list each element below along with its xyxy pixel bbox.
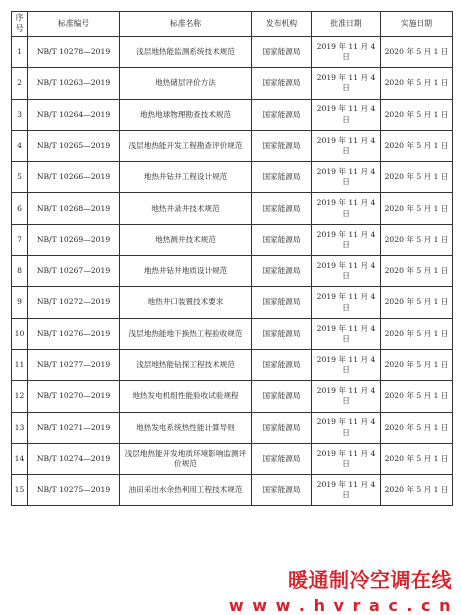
table-row	[12, 412, 453, 443]
cell-approval-date: 2019 年 11 月 4 日	[312, 99, 381, 130]
cell-approval-date: 2019 年 11 月 4 日	[312, 68, 381, 99]
cell-name: 浅层地热能钻探工程技术规范	[120, 349, 252, 380]
cell-issuer: 国家能源局	[252, 443, 312, 474]
cell-effective-date: 2020 年 5 月 1 日	[381, 224, 453, 255]
cell-seq: 10	[12, 318, 28, 349]
cell-code: NB/T 10278—2019	[28, 37, 120, 68]
cell-issuer: 国家能源局	[252, 412, 312, 443]
table-row	[12, 224, 453, 255]
cell-seq: 4	[12, 130, 28, 161]
cell-issuer: 国家能源局	[252, 193, 312, 224]
cell-approval-date: 2019 年 11 月 4 日	[312, 256, 381, 287]
cell-seq: 1	[12, 37, 28, 68]
table-row	[12, 162, 453, 193]
cell-approval-date: 2019 年 11 月 4 日	[312, 412, 381, 443]
cell-effective-date: 2020 年 5 月 1 日	[381, 37, 453, 68]
header-approval-date: 批准日期	[312, 12, 381, 37]
cell-effective-date: 2020 年 5 月 1 日	[381, 443, 453, 474]
table-row	[12, 68, 453, 99]
header-name: 标准名称	[120, 12, 252, 37]
table-header-row	[12, 12, 453, 37]
watermark-title: 暖通制冷空调在线	[288, 568, 452, 592]
cell-issuer: 国家能源局	[252, 287, 312, 318]
cell-name: 地热测井技术规范	[120, 224, 252, 255]
header-seq: 序号	[12, 12, 28, 37]
cell-code: NB/T 10270—2019	[28, 381, 120, 412]
cell-issuer: 国家能源局	[252, 256, 312, 287]
cell-name: 浅层地热能开发地质环境影响监测评价规范	[120, 443, 252, 474]
table-row	[12, 381, 453, 412]
header-issuer: 发布机构	[252, 12, 312, 37]
cell-issuer: 国家能源局	[252, 381, 312, 412]
table-row	[12, 287, 453, 318]
table-row	[12, 349, 453, 380]
cell-name: 地热储层评价方法	[120, 68, 252, 99]
table-row	[12, 130, 453, 161]
cell-issuer: 国家能源局	[252, 37, 312, 68]
cell-name: 浅层地热能地下换热工程验收规范	[120, 318, 252, 349]
cell-seq: 15	[12, 475, 28, 506]
cell-code: NB/T 10263—2019	[28, 68, 120, 99]
cell-effective-date: 2020 年 5 月 1 日	[381, 349, 453, 380]
cell-seq: 14	[12, 443, 28, 474]
cell-issuer: 国家能源局	[252, 130, 312, 161]
cell-issuer: 国家能源局	[252, 349, 312, 380]
cell-code: NB/T 10275—2019	[28, 475, 120, 506]
cell-effective-date: 2020 年 5 月 1 日	[381, 68, 453, 99]
cell-name: 地热井钻井工程设计规范	[120, 162, 252, 193]
cell-name: 地热井口装置技术要求	[120, 287, 252, 318]
cell-seq: 9	[12, 287, 28, 318]
cell-approval-date: 2019 年 11 月 4 日	[312, 37, 381, 68]
table-row	[12, 37, 453, 68]
cell-code: NB/T 10266—2019	[28, 162, 120, 193]
cell-effective-date: 2020 年 5 月 1 日	[381, 193, 453, 224]
cell-approval-date: 2019 年 11 月 4 日	[312, 287, 381, 318]
header-code: 标准编号	[28, 12, 120, 37]
table-row	[12, 318, 453, 349]
cell-effective-date: 2020 年 5 月 1 日	[381, 475, 453, 506]
cell-effective-date: 2020 年 5 月 1 日	[381, 318, 453, 349]
cell-issuer: 国家能源局	[252, 224, 312, 255]
cell-effective-date: 2020 年 5 月 1 日	[381, 287, 453, 318]
cell-name: 浅层地热能监测系统技术规范	[120, 37, 252, 68]
watermark	[229, 564, 452, 615]
cell-code: NB/T 10269—2019	[28, 224, 120, 255]
cell-name: 浅层地热能开发工程勘查评价规范	[120, 130, 252, 161]
cell-code: NB/T 10268—2019	[28, 193, 120, 224]
cell-code: NB/T 10265—2019	[28, 130, 120, 161]
cell-effective-date: 2020 年 5 月 1 日	[381, 162, 453, 193]
cell-code: NB/T 10271—2019	[28, 412, 120, 443]
cell-name: 地热发电系统热性能计算导则	[120, 412, 252, 443]
cell-approval-date: 2019 年 11 月 4 日	[312, 130, 381, 161]
cell-effective-date: 2020 年 5 月 1 日	[381, 256, 453, 287]
table-row	[12, 443, 453, 474]
cell-seq: 5	[12, 162, 28, 193]
cell-approval-date: 2019 年 11 月 4 日	[312, 162, 381, 193]
table-row	[12, 99, 453, 130]
cell-code: NB/T 10274—2019	[28, 443, 120, 474]
cell-approval-date: 2019 年 11 月 4 日	[312, 193, 381, 224]
cell-issuer: 国家能源局	[252, 162, 312, 193]
cell-code: NB/T 10272—2019	[28, 287, 120, 318]
cell-code: NB/T 10267—2019	[28, 256, 120, 287]
cell-approval-date: 2019 年 11 月 4 日	[312, 475, 381, 506]
cell-approval-date: 2019 年 11 月 4 日	[312, 224, 381, 255]
cell-code: NB/T 10276—2019	[28, 318, 120, 349]
cell-seq: 7	[12, 224, 28, 255]
cell-seq: 8	[12, 256, 28, 287]
cell-seq: 11	[12, 349, 28, 380]
cell-approval-date: 2019 年 11 月 4 日	[312, 349, 381, 380]
cell-effective-date: 2020 年 5 月 1 日	[381, 99, 453, 130]
table-row	[12, 475, 453, 506]
watermark-url: w w w . h v r a c . c n	[228, 596, 452, 615]
standards-table	[11, 11, 453, 506]
cell-name: 地热地球物理勘查技术规范	[120, 99, 252, 130]
cell-issuer: 国家能源局	[252, 318, 312, 349]
cell-approval-date: 2019 年 11 月 4 日	[312, 381, 381, 412]
cell-name: 地热井录井技术规范	[120, 193, 252, 224]
header-effective-date: 实施日期	[381, 12, 453, 37]
cell-seq: 13	[12, 412, 28, 443]
table-row	[12, 256, 453, 287]
cell-effective-date: 2020 年 5 月 1 日	[381, 412, 453, 443]
cell-name: 地热井钻井地质设计规范	[120, 256, 252, 287]
cell-seq: 2	[12, 68, 28, 99]
cell-effective-date: 2020 年 5 月 1 日	[381, 381, 453, 412]
cell-approval-date: 2019 年 11 月 4 日	[312, 443, 381, 474]
cell-name: 油田采出水余热利用工程技术规范	[120, 475, 252, 506]
cell-effective-date: 2020 年 5 月 1 日	[381, 130, 453, 161]
cell-name: 地热发电机组性能验收试验规程	[120, 381, 252, 412]
cell-issuer: 国家能源局	[252, 68, 312, 99]
cell-seq: 3	[12, 99, 28, 130]
cell-issuer: 国家能源局	[252, 475, 312, 506]
cell-code: NB/T 10277—2019	[28, 349, 120, 380]
cell-seq: 12	[12, 381, 28, 412]
cell-seq: 6	[12, 193, 28, 224]
cell-code: NB/T 10264—2019	[28, 99, 120, 130]
cell-issuer: 国家能源局	[252, 99, 312, 130]
cell-approval-date: 2019 年 11 月 4 日	[312, 318, 381, 349]
table-row	[12, 193, 453, 224]
